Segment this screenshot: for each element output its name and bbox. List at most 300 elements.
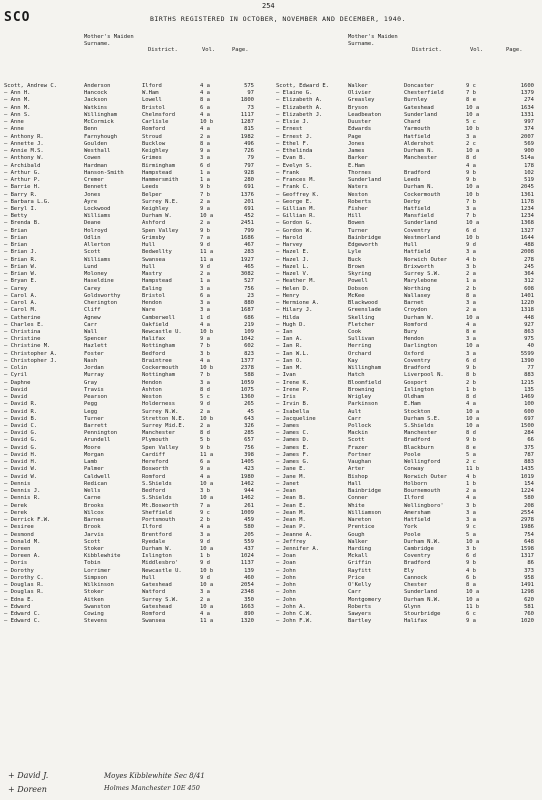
entry-row	[0, 286, 268, 293]
entry-row	[272, 401, 540, 408]
left-entry-district: Swansea	[142, 256, 166, 263]
right-entry-name: — Gillian M.	[276, 205, 316, 212]
right-entry-page: 364	[524, 271, 534, 278]
left-entry-maiden-surname: Cowen	[84, 155, 101, 162]
left-entry-name: — Beryl I.	[4, 205, 38, 212]
right-entry-maiden-surname: Willingham	[348, 365, 382, 372]
left-entry-page: 588	[244, 372, 254, 379]
left-entry-vol: 8 d	[200, 430, 210, 437]
left-entry-name: — Colin	[4, 365, 28, 372]
right-entry-name: — James G.	[276, 459, 310, 466]
right-entry-page: 1500	[520, 423, 534, 430]
right-entry-name: — Hazel V.	[276, 271, 310, 278]
right-entry-district: Cambridge	[404, 546, 434, 552]
left-entry-vol: 2 a	[200, 408, 210, 415]
left-entry-maiden-surname: Hardman	[84, 162, 108, 169]
entry-row	[0, 539, 268, 546]
left-entry-vol: 2 a	[200, 198, 210, 205]
entry-row	[0, 394, 268, 401]
right-entry-maiden-surname: Walker	[348, 538, 368, 545]
right-entry-page: 86	[527, 560, 534, 567]
entry-row	[272, 430, 540, 437]
right-entry-page: 274	[524, 97, 534, 104]
left-entry-district: Hereford	[142, 459, 169, 466]
right-entry-page: 787	[524, 451, 534, 458]
right-entry-page: 600	[524, 408, 534, 415]
right-entry-vol: 11 b	[466, 466, 480, 473]
left-entry-vol: 4 a	[200, 357, 210, 364]
left-entry-district: Bristol	[142, 292, 166, 299]
right-entry-page: 135	[524, 386, 534, 393]
left-entry-maiden-surname: Goulden	[84, 140, 108, 147]
right-entry-district: Holborn	[404, 480, 428, 487]
right-entry-page: 1234	[520, 205, 534, 212]
right-entry-vol: 1 a	[466, 278, 476, 285]
left-entry-district: Durham W.	[142, 213, 172, 220]
right-entry-district: Poole	[404, 451, 421, 458]
left-entry-vol: 7 a	[200, 502, 210, 509]
right-entry-page: 580	[524, 495, 534, 502]
left-entry-page: 580	[244, 524, 254, 531]
right-entry-maiden-surname: Mckall	[348, 553, 368, 560]
left-header-page: Page.	[232, 47, 249, 53]
left-entry-page: 2054	[240, 582, 254, 589]
left-entry-vol: 9 d	[200, 574, 210, 581]
left-entry-vol: 7 b	[200, 372, 210, 379]
left-entry-maiden-surname: Williams	[84, 213, 111, 220]
left-entry-maiden-surname: Carr	[84, 321, 98, 328]
right-entry-vol: 8 a	[466, 582, 476, 589]
left-entry-page: 3082	[240, 271, 254, 278]
entry-row	[272, 257, 540, 264]
right-entry-vol: 7 b	[466, 198, 476, 205]
right-entry-district: Norwich Outer	[404, 256, 448, 263]
right-entry-page: 77	[527, 365, 534, 372]
right-entry-maiden-surname: E.Ham	[348, 162, 365, 169]
entry-row	[0, 155, 268, 162]
entry-row	[0, 517, 268, 524]
left-entry-page: 423	[244, 466, 254, 473]
right-entry-maiden-surname: Cook	[348, 328, 362, 335]
right-entry-vol: 9 a	[466, 618, 476, 625]
right-entry-vol: 9 b	[466, 437, 476, 444]
left-entry-district: Manchester	[142, 430, 176, 437]
entry-row	[272, 437, 540, 444]
right-entry-name: — James	[276, 423, 300, 430]
left-entry-vol: 9 a	[200, 466, 210, 473]
left-entry-vol: 9 d	[200, 263, 210, 270]
entry-row	[0, 220, 268, 227]
left-entry-maiden-surname: McCormick	[84, 119, 114, 126]
right-entry-name: — Jacqueline	[276, 415, 316, 422]
entry-row	[0, 105, 268, 112]
right-entry-maiden-surname: Roberts	[348, 603, 372, 610]
entry-row	[0, 228, 268, 235]
right-entry-name: — Jean M.	[276, 509, 306, 516]
left-entry-vol: 4 a	[200, 111, 210, 118]
right-entry-vol: 10 a	[466, 184, 480, 191]
left-entry-name: — Brian W.	[4, 263, 38, 270]
right-entry-vol: 4 b	[466, 473, 476, 480]
right-entry-vol: 4 a	[466, 321, 476, 328]
left-entry-district: Durham W.	[142, 546, 172, 552]
right-entry-district: Gateshead	[404, 104, 434, 111]
left-entry-maiden-surname: Deane	[84, 220, 101, 227]
left-entry-name: — Anne	[4, 126, 24, 133]
entry-row	[0, 271, 268, 278]
left-entry-maiden-surname: Hazlett	[84, 343, 108, 350]
right-entry-name: — Elaine G.	[276, 90, 313, 97]
right-entry-maiden-surname: Sunderland	[348, 177, 382, 184]
left-entry-district: Spen Valley	[142, 444, 179, 451]
left-entry-name: — David R.	[4, 408, 38, 415]
left-entry-district: Keighley	[142, 148, 169, 155]
right-entry-district: Aldershot	[404, 140, 434, 147]
right-entry-vol: 10 a	[466, 589, 480, 596]
right-entry-maiden-surname: Sullivan	[348, 336, 375, 343]
entry-row	[0, 336, 268, 343]
left-entry-district: Bristol	[142, 104, 166, 111]
right-entry-district: Oxford	[404, 350, 424, 357]
left-entry-district: Hull	[142, 574, 156, 581]
right-entry-name: — Evan B.	[276, 155, 306, 162]
entry-row	[0, 199, 268, 206]
left-entry-name: — Barrie H.	[4, 184, 41, 191]
entry-row	[272, 264, 540, 271]
left-entry-district: Gateshead	[142, 603, 172, 610]
left-entry-name: — Ann M.	[4, 104, 31, 111]
left-entry-district: Belper	[142, 191, 162, 198]
right-entry-maiden-surname: Rayfitt	[348, 567, 372, 574]
left-entry-page: 928	[244, 169, 254, 176]
entry-row	[0, 416, 268, 423]
left-entry-page: 398	[244, 451, 254, 458]
left-entry-district: Hendon	[142, 379, 162, 386]
right-entry-name: — Elsie J.	[276, 119, 310, 126]
left-entry-district: Holderness	[142, 401, 176, 408]
left-entry-maiden-surname: Wilcox	[84, 509, 104, 516]
right-entry-maiden-surname: Conner	[348, 495, 368, 502]
right-entry-district: Blackburn	[404, 444, 434, 451]
entry-row	[0, 134, 268, 141]
left-entry-name: — Ann H.	[4, 90, 31, 97]
entry-row	[272, 474, 540, 481]
left-entry-maiden-surname: Aitken	[84, 596, 104, 603]
right-entry-district: Islington	[404, 386, 434, 393]
entry-row	[0, 322, 268, 329]
entry-row	[272, 126, 540, 133]
left-entry-maiden-surname: Ayre	[84, 198, 98, 205]
right-entry-vol: 6 c	[466, 611, 476, 618]
left-entry-page: 1059	[240, 379, 254, 386]
right-entry-name: — Joan	[276, 560, 296, 567]
left-entry-vol: 3 a	[200, 285, 210, 292]
entry-row	[0, 307, 268, 314]
right-entry-name: — Jennifer A.	[276, 546, 320, 552]
left-entry-page: 1927	[240, 256, 254, 263]
left-entry-maiden-surname: Tobin	[84, 560, 101, 567]
left-entry-maiden-surname: Scott	[84, 538, 101, 545]
right-entry-district: Hatfield	[404, 249, 431, 256]
right-entry-maiden-surname: Fletcher	[348, 321, 375, 328]
right-entry-vol: 4 a	[466, 401, 476, 408]
right-entry-page: 1215	[520, 379, 534, 386]
right-entry-vol: 10 a	[466, 343, 480, 350]
left-entry-maiden-surname: Wall	[84, 328, 98, 335]
right-entry-district: Cockermouth	[404, 191, 441, 198]
left-entry-district: Bosworth	[142, 466, 169, 473]
left-entry-maiden-surname: Cherington	[84, 300, 118, 307]
left-entry-name: — Archibald	[4, 162, 41, 169]
left-entry-district: Ilford	[142, 524, 162, 531]
left-entry-district: Ware	[142, 307, 156, 314]
left-entry-name: — Derek	[4, 502, 28, 509]
right-entry-maiden-surname: Herring	[348, 343, 372, 350]
left-entry-name: — David R.	[4, 401, 38, 408]
left-entry-district: Bedford	[142, 488, 166, 495]
left-entry-vol: 10 a	[200, 480, 214, 487]
left-entry-district: Surrey Mid.E.	[142, 423, 186, 430]
right-entry-vol: 9 b	[466, 365, 476, 372]
entry-row	[0, 300, 268, 307]
left-entry-vol: 9 b	[200, 227, 210, 234]
entry-row	[0, 604, 268, 611]
entry-row	[0, 372, 268, 379]
right-entry-district: Coventry	[404, 553, 431, 560]
right-entry-vol: 7 b	[466, 213, 476, 220]
left-entry-maiden-surname: Watkins	[84, 104, 108, 111]
entry-row	[0, 510, 268, 517]
right-entry-vol: 8 d	[466, 394, 476, 401]
right-entry-district: Romford	[404, 321, 428, 328]
left-entry-vol: 9 d	[200, 401, 210, 408]
entry-row	[0, 170, 268, 177]
left-entry-district: Watford	[142, 589, 166, 596]
entry-row	[0, 163, 268, 170]
left-entry-page: 1405	[240, 459, 254, 466]
right-entry-page: 697	[524, 415, 534, 422]
right-entry-page: 2008	[520, 249, 534, 256]
entry-row	[272, 546, 540, 553]
right-entry-vol: 7 b	[466, 90, 476, 97]
right-entry-district: Durham W.	[404, 314, 434, 321]
left-entry-vol: 10 b	[200, 567, 214, 574]
right-entry-maiden-surname: Blackwood	[348, 300, 378, 307]
entry-row	[0, 503, 268, 510]
left-entry-vol: 9 a	[200, 205, 210, 212]
right-entry-maiden-surname: Fisher	[348, 205, 368, 212]
right-entry-maiden-surname: Pollock	[348, 423, 372, 430]
left-entry-maiden-surname: Jones	[84, 191, 101, 198]
left-entry-maiden-surname: Lockwood	[84, 205, 111, 212]
right-entry-page: 883	[524, 459, 534, 466]
entry-row	[272, 553, 540, 560]
left-entry-vol: 10 a	[200, 582, 214, 589]
left-entry-maiden-surname: Cremer	[84, 177, 104, 184]
left-entry-district: Hampstead	[142, 169, 172, 176]
right-entry-vol: 8 d	[466, 430, 476, 437]
right-entry-maiden-surname: James	[348, 148, 365, 155]
left-entry-name: — Doreen A.	[4, 553, 41, 560]
right-entry-name: — John	[276, 589, 296, 596]
right-entry-name: — Iris	[276, 394, 296, 401]
entry-row	[272, 597, 540, 604]
left-entry-name: — Barry R.	[4, 191, 38, 198]
left-entry-vol: 6 a	[200, 459, 210, 466]
entry-row	[0, 126, 268, 133]
left-entry-maiden-surname: Gray	[84, 379, 98, 386]
left-entry-district: Islington	[142, 553, 172, 560]
left-entry-vol: 3 a	[200, 589, 210, 596]
entry-row	[272, 409, 540, 416]
left-entry-vol: 10 b	[200, 365, 214, 372]
left-entry-name: — Bryan E.	[4, 278, 38, 285]
right-header-district: District.	[412, 47, 442, 53]
right-entry-name: — Jean B.	[276, 495, 306, 502]
left-entry-maiden-surname: Wells	[84, 488, 101, 495]
right-entry-name: — Irvin B.	[276, 401, 310, 408]
right-entry-page: 208	[524, 502, 534, 509]
right-entry-maiden-surname: Williamson	[348, 509, 382, 516]
left-entry-maiden-surname: Hanson-Smith	[84, 169, 124, 176]
right-entry-maiden-surname: Parkinson	[348, 401, 378, 408]
right-entry-maiden-surname: Ault	[348, 408, 362, 415]
right-entry-page: 488	[524, 242, 534, 249]
right-entry-page: 2007	[520, 133, 534, 140]
right-entry-maiden-surname: O'Kelly	[348, 582, 372, 589]
entry-row	[0, 242, 268, 249]
right-entry-district: Oldham	[404, 394, 424, 401]
entry-row	[272, 582, 540, 589]
left-entry-page: 219	[244, 321, 254, 328]
right-entry-name: — Jane M.	[276, 473, 306, 480]
left-entry-page: 691	[244, 205, 254, 212]
right-entry-maiden-surname: Kay	[348, 357, 358, 364]
right-entry-name: — Ivan	[276, 372, 296, 379]
left-entry-page: 496	[244, 140, 254, 147]
entry-row	[272, 315, 540, 322]
right-entry-page: 958	[524, 574, 534, 581]
right-entry-name: — Helen D.	[276, 285, 310, 292]
entry-row	[272, 604, 540, 611]
entry-row	[0, 589, 268, 596]
right-entry-name: — John	[276, 567, 296, 574]
right-entry-page: 1331	[520, 111, 534, 118]
left-entry-maiden-surname: Arundell	[84, 437, 111, 444]
left-entry-vol: 2 a	[200, 220, 210, 227]
entry-row	[272, 575, 540, 582]
handwritten-note-left-2: + Doreen	[8, 785, 47, 794]
right-entry-maiden-surname: Wrigley	[348, 394, 372, 401]
right-entry-name: — John	[276, 596, 296, 603]
right-entry-vol: 9 c	[466, 83, 476, 89]
left-entry-vol: 4 a	[200, 321, 210, 328]
entry-row	[0, 184, 268, 191]
handwritten-note-right-2: Holmes Manchester 10E 450	[104, 784, 200, 792]
right-entry-name: — Joan	[276, 553, 296, 560]
left-entry-district: Nottingham	[142, 343, 176, 350]
right-entry-maiden-surname: Wareton	[348, 517, 372, 524]
left-entry-vol: 1 a	[200, 177, 210, 184]
right-entry-maiden-surname: Vaughan	[348, 459, 372, 466]
left-entry-maiden-surname: Bennett	[84, 184, 108, 191]
left-entry-vol: 7 a	[200, 234, 210, 241]
right-entry-district: Stockton	[404, 408, 431, 415]
left-entry-name: — Anthony R.	[4, 133, 44, 140]
entry-row	[272, 481, 540, 488]
left-entry-vol: 2 a	[200, 271, 210, 278]
right-entry-name: — Ethelinda	[276, 148, 313, 155]
left-entry-name: — Catherine	[4, 314, 41, 321]
entry-row	[272, 394, 540, 401]
right-entry-district: Hull	[404, 242, 418, 249]
left-entry-page: 201	[244, 198, 254, 205]
left-entry-district: Cockermouth	[142, 365, 179, 372]
entry-row	[0, 293, 268, 300]
left-entry-name: — Carol M.	[4, 307, 38, 314]
right-entry-vol: 10 a	[466, 148, 480, 155]
left-entry-maiden-surname: Morgan	[84, 451, 104, 458]
left-entry-district: Weston	[142, 394, 162, 401]
right-entry-maiden-surname: Hill	[348, 213, 362, 220]
entry-row	[272, 307, 540, 314]
right-entry-name: — John	[276, 574, 296, 581]
left-entry-maiden-surname: Caldwell	[84, 473, 111, 480]
entry-row	[0, 119, 268, 126]
left-entry-maiden-surname: Simpson	[84, 574, 108, 581]
right-entry-district: Sunderland	[404, 220, 438, 227]
right-entry-district: Bury	[404, 328, 418, 335]
entry-row	[0, 575, 268, 582]
right-entry-vol: 3 a	[466, 133, 476, 140]
right-entry-name: — Hilda	[276, 314, 300, 321]
left-entry-vol: 8 d	[200, 386, 210, 393]
left-entry-name: — David	[4, 394, 28, 401]
left-entry-page: 280	[244, 177, 254, 184]
right-entry-page: 927	[524, 321, 534, 328]
right-entry-district: Hatfield	[404, 133, 431, 140]
entry-row	[272, 155, 540, 162]
left-entry-vol: 2 a	[200, 133, 210, 140]
right-entry-district: Chesterfield	[404, 90, 444, 97]
left-entry-vol: 4 a	[200, 126, 210, 133]
right-entry-district: Yarmouth	[404, 126, 431, 133]
right-entry-name: — Hilary J.	[276, 307, 313, 314]
right-entry-maiden-surname: Scott	[348, 437, 365, 444]
entry-row	[0, 488, 268, 495]
left-entry-page: 73	[247, 104, 254, 111]
left-entry-vol: 10 a	[200, 603, 214, 610]
right-entry-maiden-surname: Dobson	[348, 285, 368, 292]
entry-row	[272, 387, 540, 394]
page-number: 254	[262, 2, 275, 10]
right-entry-district: Barnet	[404, 300, 424, 307]
left-entry-maiden-surname: Nash	[84, 357, 98, 364]
right-entry-vol: 5 a	[466, 451, 476, 458]
entry-row	[272, 611, 540, 618]
right-entry-page: 1020	[520, 618, 534, 625]
left-entry-page: 1663	[240, 603, 254, 610]
right-entry-name: — Harvey	[276, 242, 303, 249]
left-entry-vol: 4 a	[200, 524, 210, 531]
right-entry-name: — Ian A.	[276, 336, 303, 343]
left-entry-name: — Donald M.	[4, 538, 41, 545]
right-entry-vol: 2 b	[466, 285, 476, 292]
right-entry-page: 1600	[520, 83, 534, 89]
left-entry-page: 1075	[240, 386, 254, 393]
left-entry-maiden-surname: Foster	[84, 350, 104, 357]
entry-row	[272, 539, 540, 546]
